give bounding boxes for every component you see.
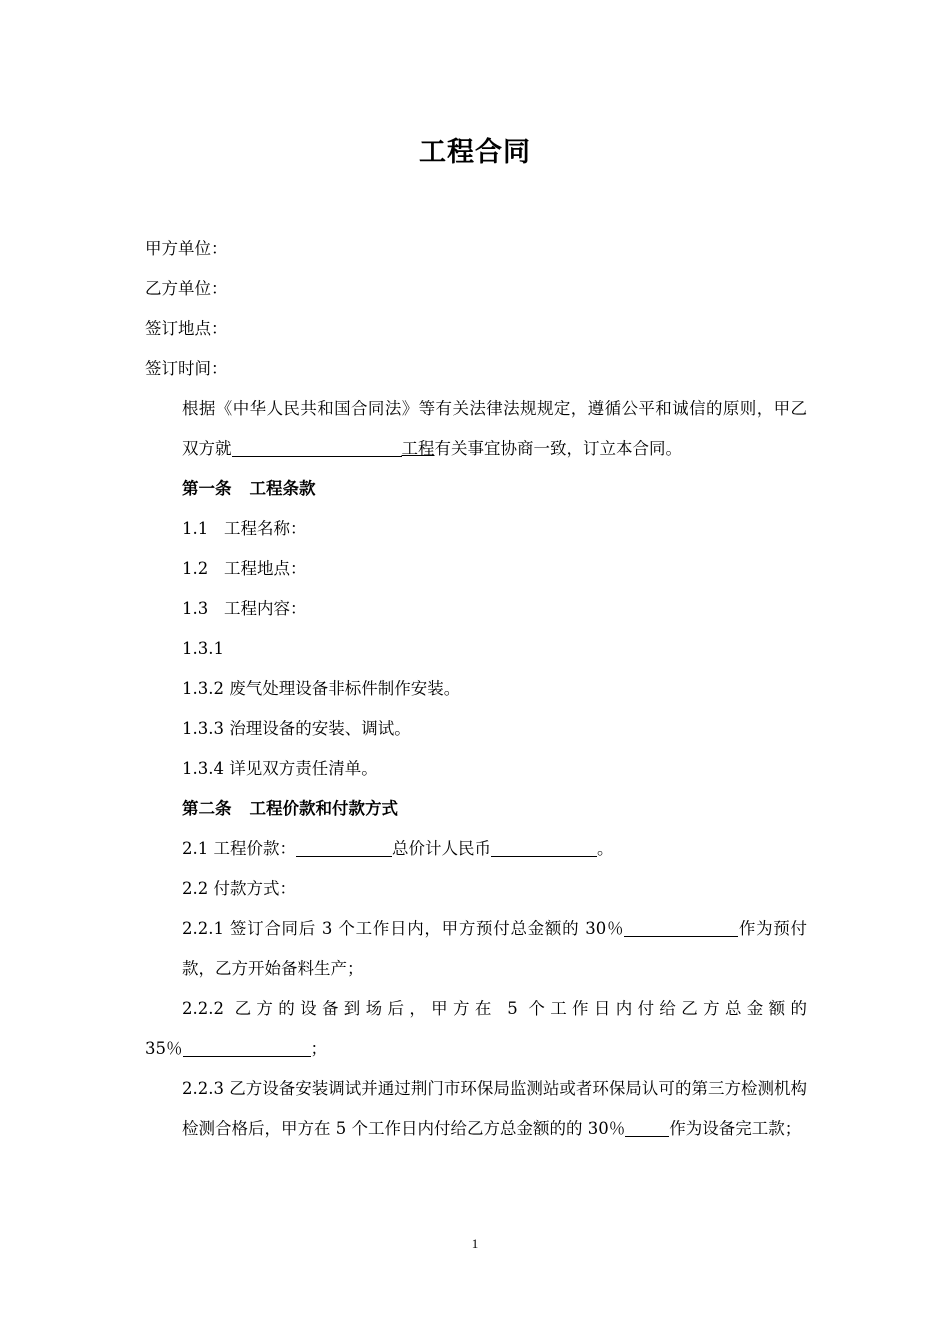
preamble-project-word: 工程 <box>401 439 435 458</box>
clause-1-2 <box>145 549 807 589</box>
clause-1-3-text: 工程内容： <box>224 599 307 618</box>
clause-1-2-number: 1.2 <box>182 559 209 578</box>
sign-place-line: 签订地点： <box>145 319 228 338</box>
article-1-heading <box>145 469 807 509</box>
clause-2-1-text-b: 总价计人民币 <box>392 839 491 858</box>
clause-2-2-1-text-b: 作为预付款，乙方开始备料生产； <box>182 919 807 978</box>
total-price-blank <box>491 839 597 857</box>
clause-2-2-1 <box>145 909 807 989</box>
clause-2-2-2: 2.2.2 乙方的设备到场后，甲方在 5 个工作日内付给乙方总金额的 <box>182 999 807 1018</box>
clause-2-1-text-c: 。 <box>597 839 614 858</box>
contract-body <box>145 229 807 1149</box>
clause-1-3-2: 1.3.2 废气处理设备非标件制作安装。 <box>182 679 461 698</box>
clause-2-2-3-text-a: 2.2.3 乙方设备安装调试并通过荆门市环保局监测站或者环保局认可的第三方检测机构检测合格后，甲方在 5 个工作日内付给乙方总金额的的 30％ <box>182 1079 807 1138</box>
article-1-title: 工程条款 <box>249 479 316 498</box>
clause-2-2-2-text-b: 35％ <box>145 1039 183 1058</box>
preamble-text-2: 有关事宜协商一致，订立本合同。 <box>434 439 682 458</box>
clause-1-1-text: 工程名称： <box>224 519 307 538</box>
project-name-blank <box>232 439 402 457</box>
party-a-line: 甲方单位： <box>145 239 228 258</box>
clause-1-3-number: 1.3 <box>182 599 209 618</box>
article-2-number: 第二条 <box>182 799 232 818</box>
clause-1-3-4: 1.3.4 详见双方责任清单。 <box>182 759 378 778</box>
clause-1-1 <box>145 509 807 549</box>
clause-2-2-3-text-b: 作为设备完工款； <box>669 1119 802 1138</box>
clause-1-3-1: 1.3.1 <box>182 639 224 658</box>
clause-1-3 <box>145 589 807 629</box>
clause-1-1-number: 1.1 <box>182 519 209 538</box>
preamble-text-1: 根据《中华人民共和国合同法》等有关法律法规规定，遵循公平和诚信的原则，甲乙双方就 <box>182 399 807 458</box>
delivery-payment-blank <box>183 1039 311 1057</box>
clause-2-2: 2.2 付款方式： <box>182 879 296 898</box>
party-b-line: 乙方单位： <box>145 279 228 298</box>
completion-payment-blank <box>625 1119 669 1137</box>
clause-1-3-3: 1.3.3 治理设备的安装、调试。 <box>182 719 411 738</box>
clause-2-1-text-a: 2.1 工程价款： <box>182 839 296 858</box>
clause-1-2-text: 工程地点： <box>224 559 307 578</box>
clause-2-1 <box>145 829 807 869</box>
clause-2-2-2-continued <box>145 1029 807 1069</box>
clause-2-2-2-text-c: ； <box>310 1039 327 1058</box>
clause-2-2-1-text-a: 2.2.1 签订合同后 3 个工作日内，甲方预付总金额的 30％ <box>182 919 625 938</box>
article-2-title: 工程价款和付款方式 <box>249 799 398 818</box>
page-number: 1 <box>471 1236 479 1251</box>
article-1-number: 第一条 <box>182 479 232 498</box>
price-blank <box>296 839 392 857</box>
preamble-paragraph <box>145 389 807 469</box>
prepayment-blank <box>624 919 738 937</box>
document-title: 工程合同 <box>419 137 531 168</box>
article-2-heading <box>145 789 807 829</box>
sign-time-line: 签订时间： <box>145 359 228 378</box>
clause-2-2-3 <box>145 1069 807 1149</box>
